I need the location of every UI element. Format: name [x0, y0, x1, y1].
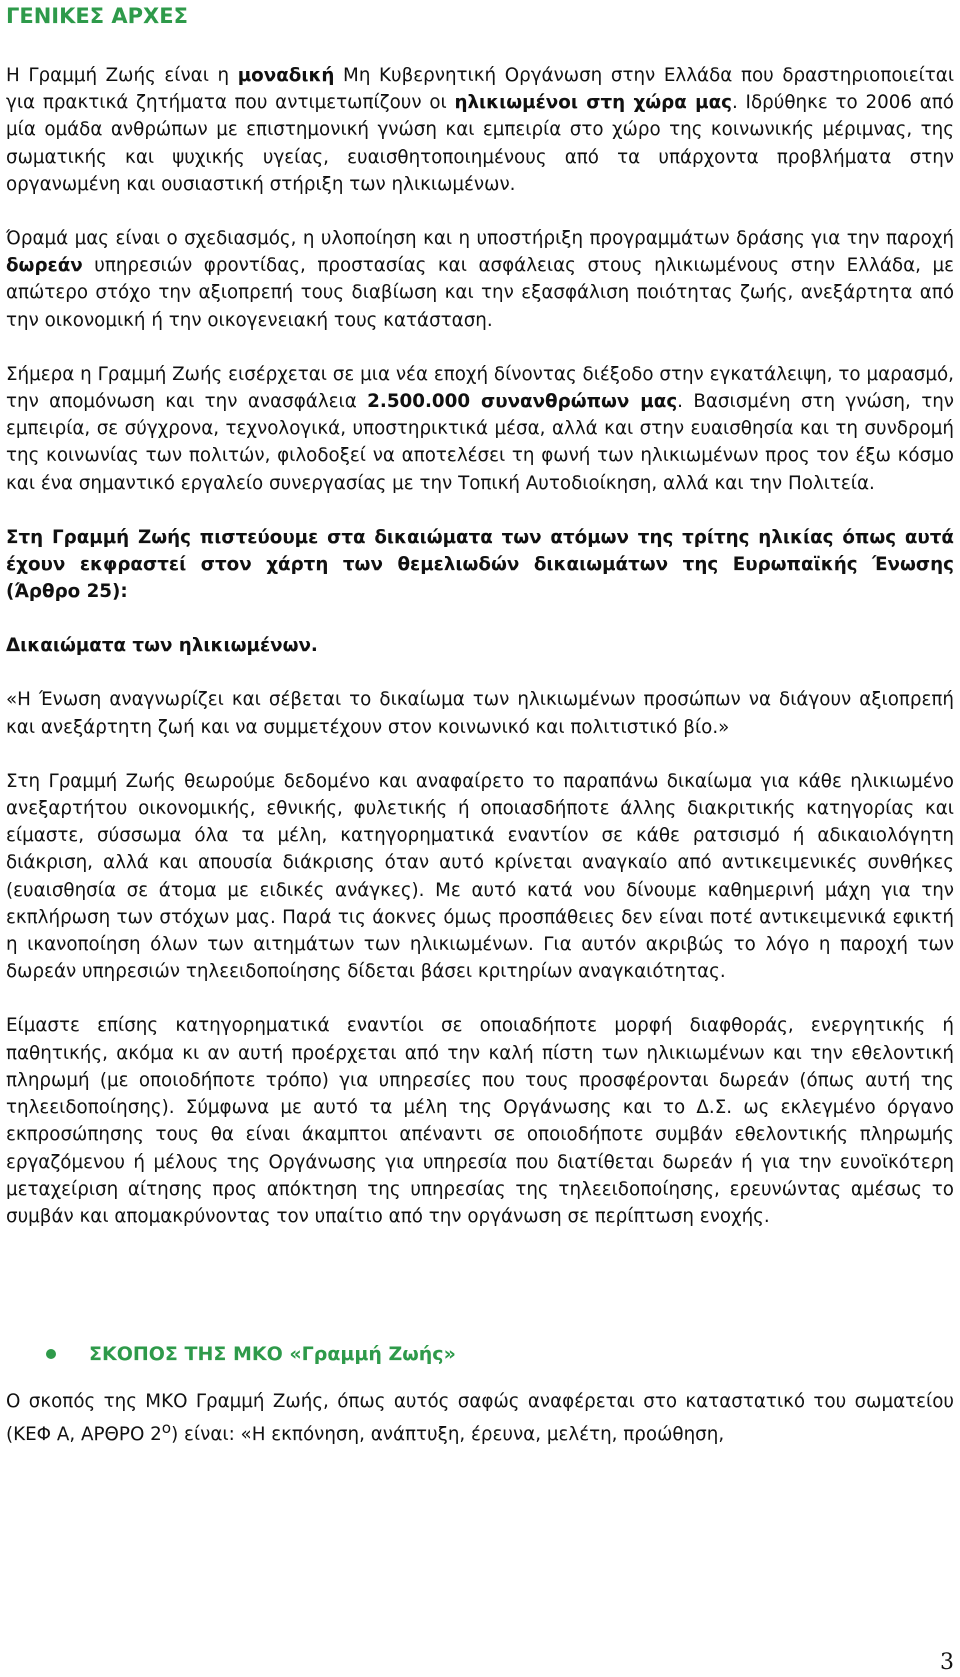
intro-paragraph — [6, 62, 954, 198]
anti-corruption-paragraph: Είμαστε επίσης κατηγορηματικά εναντίοι σε οποιαδήποτε μορφή διαφθοράς, ενεργητικής ή παθητικής, ακόμα κι αν αυτή προέρχεται από την καλή πίστη των ηλικιωμένων και την εθελοντική πληρωμή (με οποιοδήποτε τρόπο) για υπηρεσίες που τους προσφέρονται δωρεάν (όπως αυτή της τηλεειδοποίησης). Σύμφωνα με αυτό τα μέλη της Οργάνωσης και το Δ.Σ. ως εκλεγμένο όργανο εκπροσώπησης τους θα είναι άκαμπτοι απέναντι σε οποιοδήποτε συμβάν εθελοντικής πληρωμής εργαζόμενου ή μέλους της Οργάνωσης για υπηρεσία που διατίθεται δωρεάν ή για την ευνοϊκότερη μεταχείριση αίτησης προς απόκτηση της υπηρεσίας της τηλεειδοποίησης, ερευνώντας αμέσως το συμβάν και απομακρύνοντας τον υπαίτιο από την οργάνωση σε περίπτωση ενοχής. — [6, 1015, 954, 1227]
non-discrimination-paragraph: Στη Γραμμή Ζωής θεωρούμε δεδομένο και αναφαίρετο το παραπάνω δικαίωμα για κάθε ηλικιωμένο ανεξαρτήτου οικονομικής, εθνικής, φυλετικής ή οποιασδήποτε άλλης διακριτικής κατηγορίας και είμαστε, σύσσωμα όλα τα μέλη, κατηγορηματικά εναντίον σε κάθε ρατσισμό ή αδικαιολόγητη διάκριση, αλλά και απουσία διάκρισης όταν αυτό κρίνεται αναγκαίο από αντικειμενικές συνθήκες (ευαισθησία σε άτομα με ειδικές ανάγκες). Με αυτό κατά νου δίνουμε καθημερινή μάχη για την εκπλήρωση των στόχων μας. Παρά τις άοκνες όμως προσπάθειες δεν είναι ποτέ αντικειμενικά εφικτή η ικανοποίηση όλων των αιτημάτων των ηλικιωμένων. Για αυτόν ακριβώς το λόγο η παροχή των δωρεάν υπηρεσιών τηλεειδοποίησης δίδεται βάσει κριτηρίων αναγκαιότητας. — [6, 770, 954, 983]
text-span: . Ιδρύθηκε το 2006 από μία ομάδα ανθρώπων με επιστημονική γνώση και εμπειρία στο χώρο της κοινωνικής μέριμνας, της σωματικής και ψυχικής υγείας, ευαισθητοποιημένους από τα υπάρχοντα προβλήματα στην οργανωμένη και ουσιαστική στήριξη των ηλικιωμένων. — [6, 92, 954, 195]
text-span: Η Γραμμή Ζωής είναι η — [6, 65, 238, 86]
bullet-item — [6, 1340, 954, 1368]
bold-text: δωρεάν — [6, 255, 83, 277]
text-span: Μη Κυβερνητική Οργάνωση στην Ελλάδα που δραστηριοποιείται για πρακτικά ζητήματα που αντιμετωπίζουν οι — [6, 65, 955, 114]
text-span: Ο σκοπός της ΜΚΟ Γραμμή Ζωής, όπως αυτός σαφώς αναφέρεται στο καταστατικό του σωματείου (ΚΕΦ Α, ΑΡΘΡΟ 2 — [6, 1391, 954, 1446]
rights-belief-paragraph: Στη Γραμμή Ζωής πιστεύουμε στα δικαιώματα των ατόμων της τρίτης ηλικίας όπως αυτά έχουν εκφραστεί στον χάρτη των θεμελιωδών δικαιωμάτων της Ευρωπαϊκής Ένωσης (Άρθρο 25): — [6, 526, 954, 603]
bold-text: 2.500.000 συνανθρώπων μας — [367, 391, 678, 413]
text-span: ) είναι: «Η εκπόνηση, ανάπτυξη, έρευνα, μελέτη, προώθηση, — [171, 1424, 725, 1446]
section-heading: ΓΕΝΙΚΕΣ ΑΡΧΕΣ — [6, 4, 188, 28]
rights-subheading: Δικαιώματα των ηλικιωμένων. — [6, 635, 318, 657]
eu-charter-quote: «Η Ένωση αναγνωρίζει και σέβεται το δικαίωμα των ηλικιωμένων προσώπων να διάγουν αξιοπρεπή και ανεξάρτητη ζωή και να συμμετέχουν στον κοινωνικό και πολιτιστικό βίο.» — [6, 689, 954, 738]
superscript: ο — [161, 1419, 172, 1438]
bullet-title: ΣΚΟΠΟΣ ΤΗΣ ΜΚΟ «Γραμμή Ζωής» — [89, 1343, 456, 1366]
bold-text: μοναδική — [237, 65, 335, 86]
page-number: 3 — [940, 1650, 954, 1675]
bullet-icon — [46, 1349, 56, 1359]
vision-paragraph — [6, 225, 954, 334]
text-span: υπηρεσιών φροντίδας, προστασίας και ασφάλειας στους ηλικιωμένους στην Ελλάδα, με απώτερο στόχο την αξιοπρεπή τους διαβίωση και την εξασφάλιση ποιότητας ζωής, ανεξάρτητα από την οικονομική ή την οικογενειακή τους κατάσταση. — [6, 255, 954, 331]
text-span: . Βασισμένη στη γνώση, την εμπειρία, σε σύγχρονα, τεχνολογικά, υποστηρικτικά μέσα, αλλά και στην ευαισθησία και τη συνδρομή της κοινωνίας των πολιτών, φιλοδοξεί να αποτελέσει τη φωνή των ηλικιωμένων προς τον έξω κόσμο και ένα σημαντικό εργαλείο συνεργασίας με την Τοπική Αυτοδιοίκηση, αλλά και την Πολιτεία. — [6, 391, 954, 494]
text-span: Όραμά μας είναι ο σχεδιασμός, η υλοποίηση και η υποστήριξη προγραμμάτων δράσης για την παροχή — [6, 228, 954, 250]
today-paragraph — [6, 361, 954, 497]
purpose-paragraph — [6, 1388, 954, 1449]
bold-text: ηλικιωμένοι στη χώρα μας — [454, 92, 732, 114]
document-page — [6, 0, 954, 1449]
text-span: Σήμερα η Γραμμή Ζωής εισέρχεται σε μια νέα εποχή δίνοντας διέξοδο στην εγκατάλειψη, το μαρασμό, την απομόνωση και την ανασφάλεια — [6, 363, 954, 413]
